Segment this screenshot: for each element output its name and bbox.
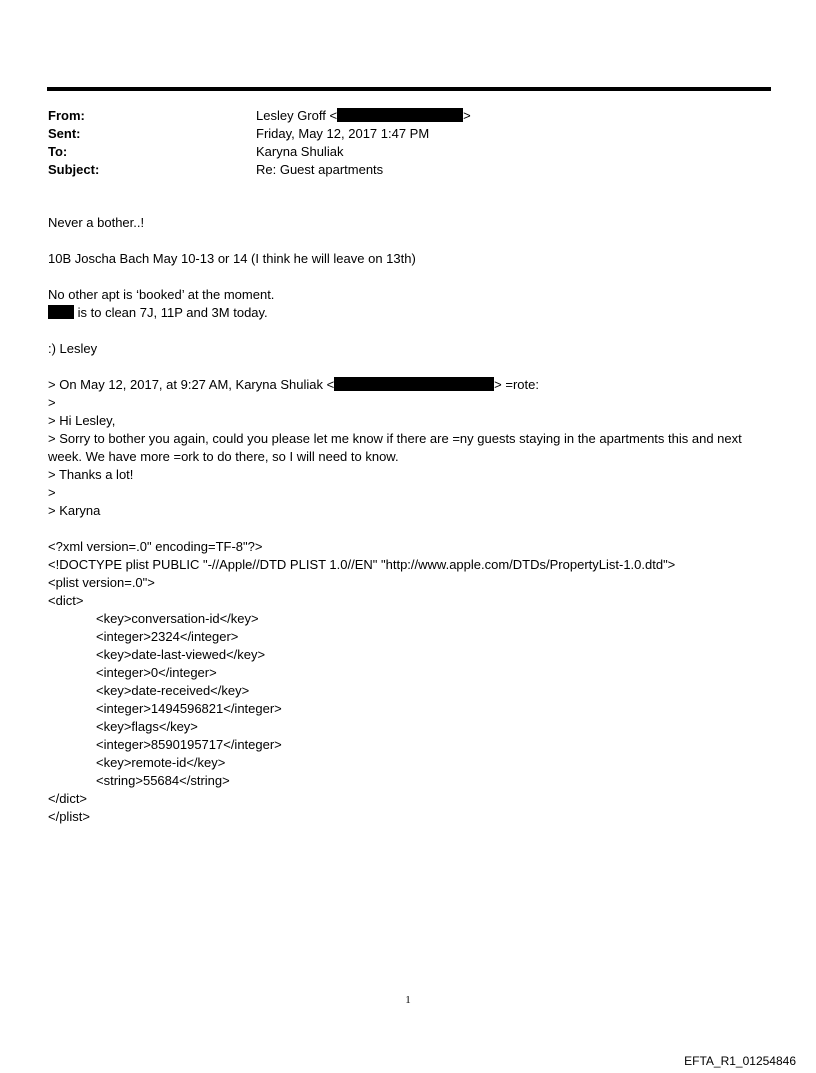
to-row [48, 143, 768, 161]
quote-line: > Hi Lesley, [48, 413, 116, 428]
quote-intro-suffix: > =rote: [494, 377, 539, 392]
plist-entry: <key>remote-id</key> [96, 755, 226, 770]
quote-line: > Sorry to bother you again, could you please let me know if there are =ny guests staying in the apartments this and next week. We have more =ork to do there, so I will need to know. [48, 431, 746, 464]
quote-line: > Karyna [48, 503, 101, 518]
quote-intro-text: > On May 12, 2017, at 9:27 AM, Karyna Shuliak < [48, 377, 335, 392]
sent-row [48, 125, 768, 143]
redaction-box [337, 108, 463, 122]
to-label: To: [48, 144, 68, 159]
plist-entry: <integer>0</integer> [96, 665, 217, 680]
plist-entry: <key>date-last-viewed</key> [96, 647, 266, 662]
body-line-text: is to clean 7J, 11P and 3M today. [74, 305, 268, 320]
body-line: Never a bother..! [48, 215, 145, 230]
subject-row [48, 161, 768, 179]
plist-line: <dict> [48, 593, 84, 608]
email-body [48, 214, 773, 826]
quote-line: > [48, 395, 56, 410]
plist-entry: <integer>2324</integer> [96, 629, 239, 644]
quote-line: > [48, 485, 56, 500]
plist-line: </dict> [48, 791, 88, 806]
subject-label: Subject: [48, 162, 100, 177]
plist-line: <plist version=.0"> [48, 575, 155, 590]
document-id: EFTA_R1_01254846 [684, 1054, 796, 1068]
email-header [48, 107, 768, 179]
plist-line: <?xml version=.0" encoding=TF-8"?> [48, 539, 263, 554]
sent-label: Sent: [48, 126, 81, 141]
body-line: No other apt is ‘booked’ at the moment. [48, 287, 275, 302]
from-close: > [463, 108, 471, 123]
plist-entry: <key>conversation-id</key> [96, 611, 259, 626]
plist-line: </plist> [48, 809, 90, 824]
quote-line: > Thanks a lot! [48, 467, 134, 482]
redaction-box [48, 305, 74, 319]
signature-line: :) Lesley [48, 341, 98, 356]
to-value: Karyna Shuliak [256, 144, 344, 159]
body-line [48, 304, 773, 322]
from-value [256, 107, 768, 125]
redaction-box [334, 377, 494, 391]
quote-intro [48, 376, 773, 394]
subject-value: Re: Guest apartments [256, 162, 384, 177]
from-label: From: [48, 108, 85, 123]
page-number: 1 [405, 994, 411, 1006]
plist-line: <!DOCTYPE plist PUBLIC "-//Apple//DTD PLIST 1.0//EN" "http://www.apple.com/DTDs/PropertyList-1.0.dtd"> [48, 557, 676, 572]
from-row [48, 107, 768, 125]
sent-value: Friday, May 12, 2017 1:47 PM [256, 126, 430, 141]
plist-entry: <integer>8590195717</integer> [96, 737, 282, 752]
body-line: 10B Joscha Bach May 10-13 or 14 (I think he will leave on 13th) [48, 251, 416, 266]
plist-entry: <key>flags</key> [96, 719, 198, 734]
plist-entry: <string>55684</string> [96, 773, 230, 788]
from-name: Lesley Groff < [256, 108, 338, 123]
header-rule [47, 87, 771, 91]
plist-entry: <key>date-received</key> [96, 683, 250, 698]
plist-entry: <integer>1494596821</integer> [96, 701, 282, 716]
